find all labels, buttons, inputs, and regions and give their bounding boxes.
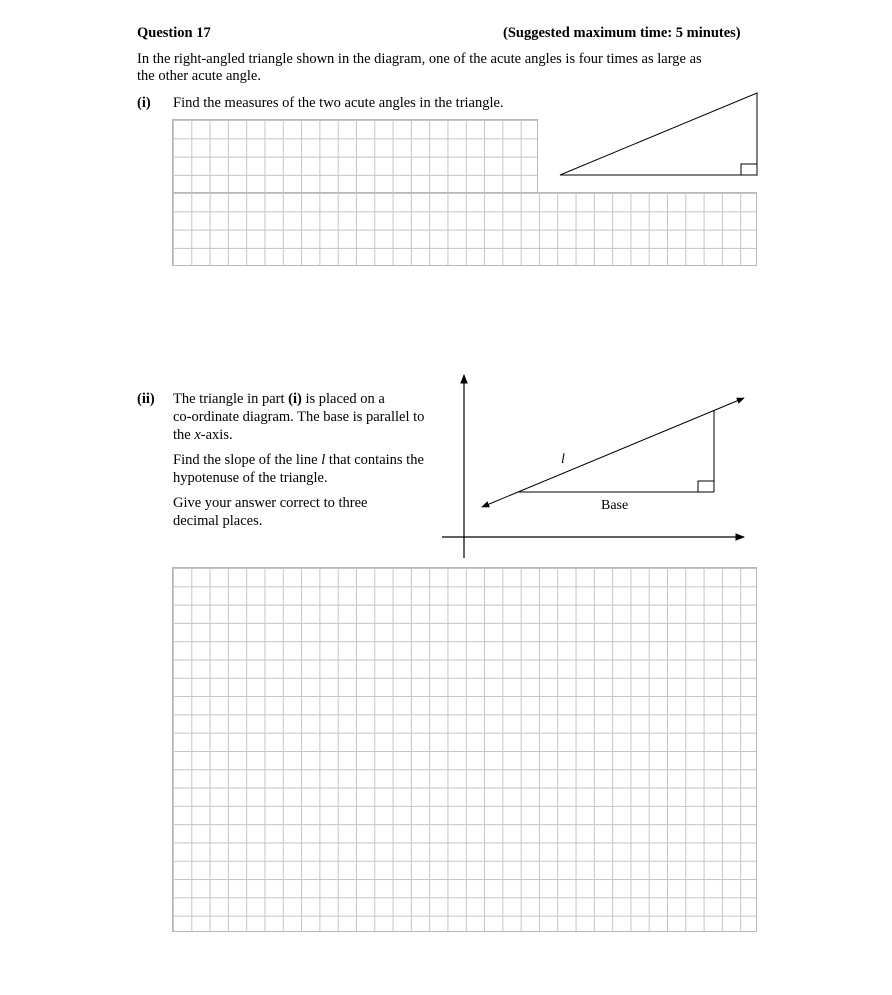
question-title: Question 17 xyxy=(137,25,211,41)
l-variable: l xyxy=(321,452,326,468)
part-ii-para2-line2: hypotenuse of the triangle. xyxy=(173,470,328,486)
part-ii-para1-text-b: is placed on a xyxy=(301,391,385,407)
part-ii-para1-line2: co-ordinate diagram. The base is parallel to xyxy=(173,409,425,425)
time-note: (Suggested maximum time: 5 minutes) xyxy=(503,25,741,41)
part-ii-para2-line1 xyxy=(173,451,424,469)
coordinate-diagram xyxy=(430,365,760,565)
part-ii-para2-text-a: Find the slope of the line xyxy=(173,452,322,468)
intro-line-2: the other acute angle. xyxy=(137,68,261,84)
answer-grid-i-bottom[interactable] xyxy=(172,192,757,266)
part-i-label: (i) xyxy=(137,95,151,111)
part-ii-para3-line1: Give your answer correct to three xyxy=(173,495,368,511)
line-l xyxy=(482,398,744,507)
answer-grid-i-top[interactable] xyxy=(172,119,538,193)
right-angle-mark xyxy=(741,164,757,175)
intro-line-1: In the right-angled triangle shown in the diagram, one of the acute angles is four times as large as xyxy=(137,51,702,67)
part-i-text: Find the measures of the two acute angles in the triangle. xyxy=(173,95,504,111)
part-ii-para1-line3-post: -axis. xyxy=(200,427,233,443)
x-variable: x xyxy=(194,427,201,443)
part-ii-para1-text-a: The triangle in part xyxy=(173,391,289,407)
line-l-label: l xyxy=(561,452,565,467)
part-i-reference: (i) xyxy=(288,391,302,407)
part-ii-para1-line3-pre: the xyxy=(173,427,195,443)
base-label: Base xyxy=(601,498,629,513)
right-angle-mark xyxy=(698,481,714,492)
part-ii-para2-text-b: that contains the xyxy=(325,452,424,468)
answer-grid-ii[interactable] xyxy=(172,567,757,932)
part-ii-label: (ii) xyxy=(137,391,155,407)
triangle-outline xyxy=(560,93,757,175)
part-ii-para3-line2: decimal places. xyxy=(173,513,263,529)
triangle-diagram xyxy=(553,88,763,180)
part-ii-para1-line3 xyxy=(173,426,233,444)
part-ii-para1-line1 xyxy=(173,390,385,408)
